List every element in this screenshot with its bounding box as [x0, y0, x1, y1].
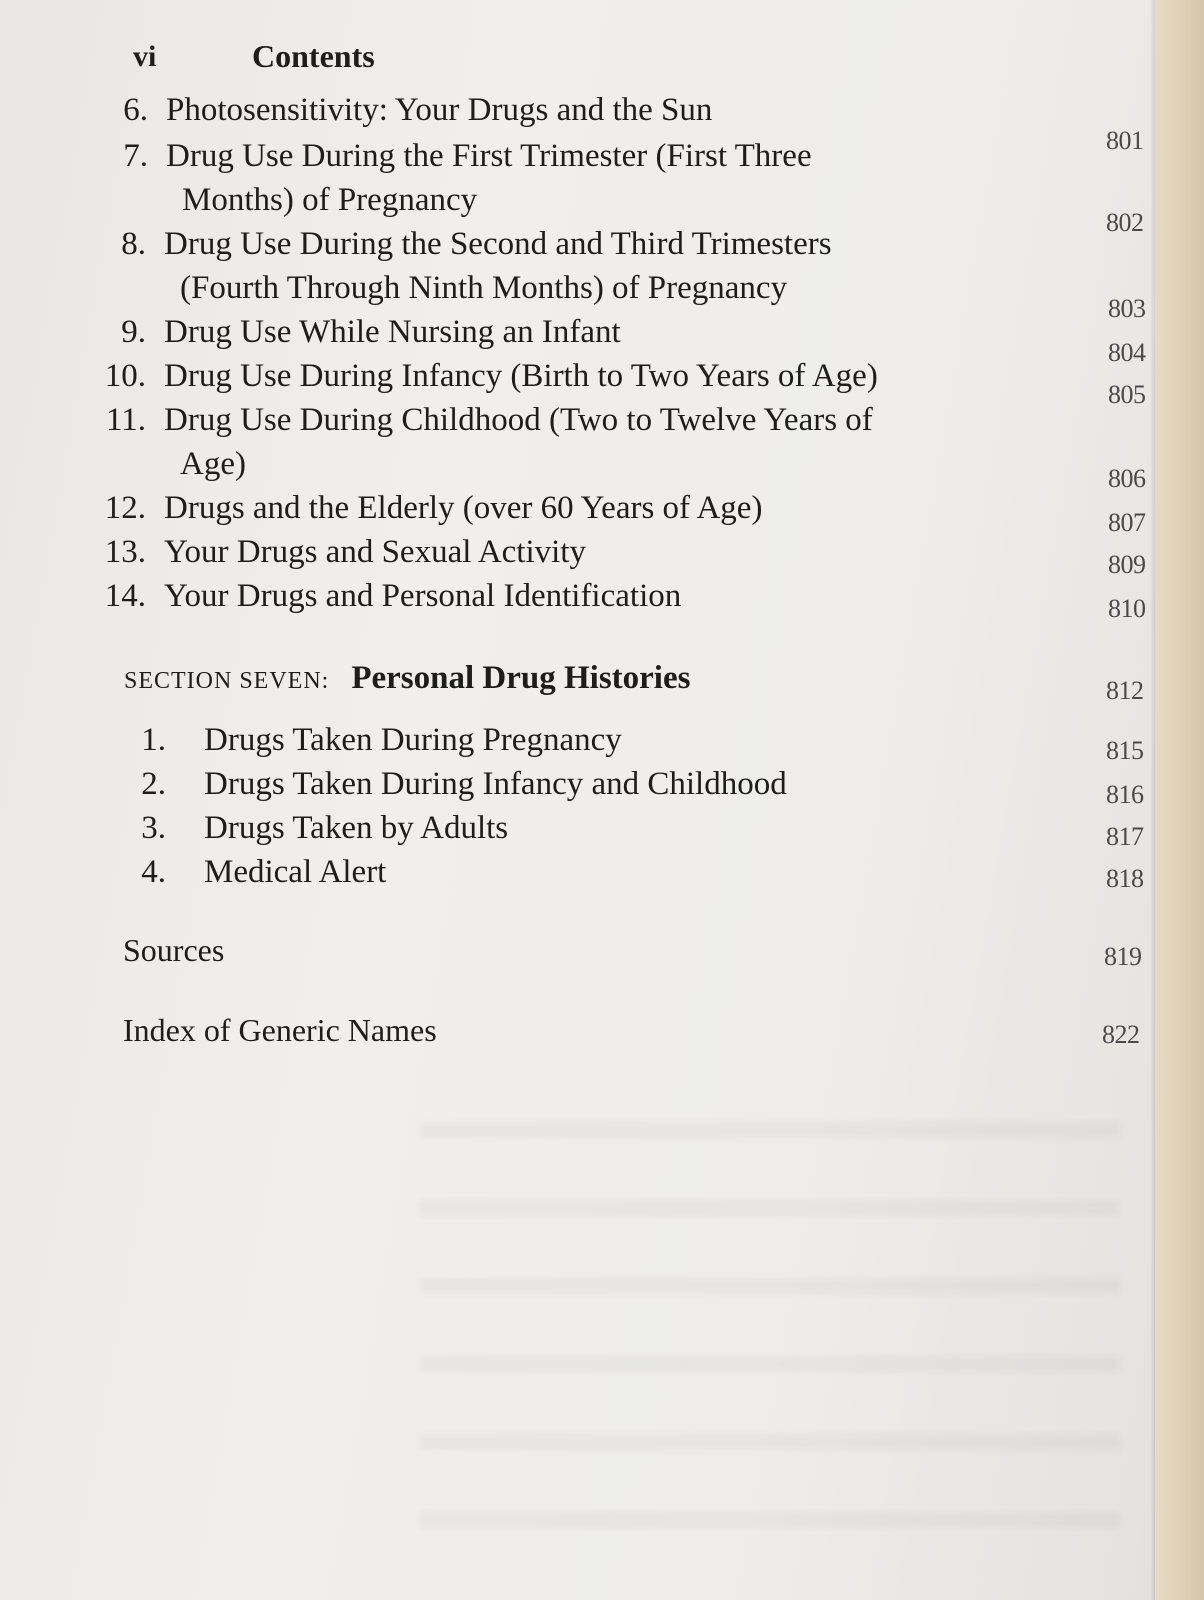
section-title: Personal Drug Histories: [351, 660, 691, 696]
entry-page-number: 805: [1108, 380, 1146, 409]
entry-title: Medical Alert: [204, 854, 387, 890]
entry-page-number: 817: [1106, 822, 1144, 851]
page-folio: vi: [133, 40, 157, 73]
entry-page-number: 816: [1106, 780, 1144, 809]
entry-page-number: 803: [1108, 294, 1146, 323]
show-through-texture: [420, 1060, 1120, 1580]
entry-number: 9.: [121, 314, 146, 350]
section-page-number: 812: [1106, 676, 1144, 705]
entry-title: Photosensitivity: Your Drugs and the Sun: [166, 92, 713, 128]
entry-number: 12.: [104, 490, 146, 526]
entry-number: 4.: [141, 854, 166, 890]
entry-title: Drug Use During the First Trimester (First Three: [166, 138, 812, 174]
entry-page-number: 806: [1108, 464, 1146, 493]
entry-page-number: 810: [1108, 594, 1146, 623]
entry-title: Your Drugs and Sexual Activity: [164, 534, 586, 570]
entry-number: 10.: [104, 358, 146, 394]
entry-title-continued: (Fourth Through Ninth Months) of Pregnancy: [180, 270, 788, 306]
toc-entry-sources: Sources: [123, 932, 225, 968]
entry-page-number: 815: [1106, 736, 1144, 765]
entry-page-number: 822: [1102, 1020, 1140, 1049]
entry-number: 3.: [141, 810, 166, 846]
toc-entry-index: Index of Generic Names: [123, 1012, 437, 1048]
entry-number: 14.: [104, 578, 146, 614]
entry-page-number: 807: [1108, 508, 1146, 537]
entry-title: Drug Use During Infancy (Birth to Two Years of Age): [164, 358, 878, 394]
running-head: Contents: [252, 38, 375, 74]
entry-page-number: 818: [1106, 864, 1144, 893]
entry-page-number: 802: [1106, 208, 1144, 237]
entry-number: 11.: [105, 402, 146, 438]
section-label: SECTION SEVEN:: [124, 668, 330, 694]
entry-title: Drug Use While Nursing an Infant: [164, 314, 621, 350]
entry-number: 6.: [123, 92, 148, 128]
entry-title-continued: Age): [180, 446, 246, 482]
entry-page-number: 819: [1104, 942, 1142, 971]
entry-page-number: 801: [1106, 126, 1144, 155]
entry-title: Drug Use During the Second and Third Trimesters: [164, 226, 832, 262]
entry-number: 1.: [141, 722, 166, 758]
entry-number: 8.: [121, 226, 146, 262]
entry-title: Drugs Taken by Adults: [204, 810, 509, 846]
entry-number: 7.: [123, 138, 148, 174]
entry-number: 2.: [141, 766, 166, 802]
entry-title: Drugs Taken During Pregnancy: [204, 722, 622, 758]
book-page-edge: [1155, 0, 1204, 1600]
entry-title: Drugs Taken During Infancy and Childhood: [204, 766, 787, 802]
entry-title: Your Drugs and Personal Identification: [164, 578, 682, 614]
entry-page-number: 809: [1108, 550, 1146, 579]
entry-title: Drug Use During Childhood (Two to Twelve Years of: [164, 402, 873, 438]
entry-title-continued: Months) of Pregnancy: [182, 182, 478, 218]
section-heading: [124, 660, 690, 697]
entry-number: 13.: [104, 534, 146, 570]
entry-title: Drugs and the Elderly (over 60 Years of Age): [164, 490, 763, 526]
entry-page-number: 804: [1108, 338, 1146, 367]
